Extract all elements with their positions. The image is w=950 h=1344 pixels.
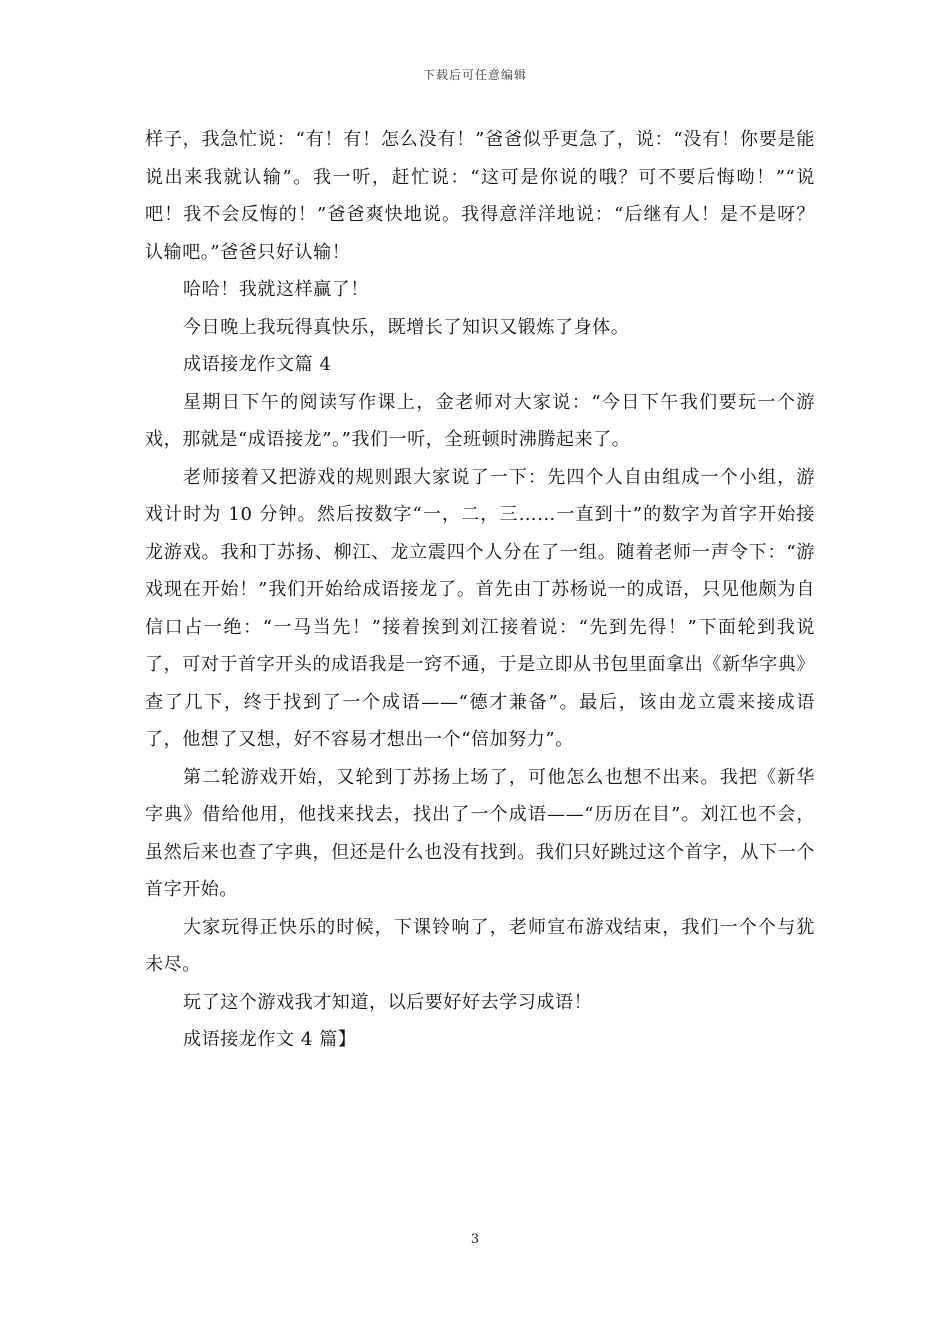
closing-line: 成语接龙作文 4 篇】	[183, 1029, 357, 1050]
paragraph: 第二轮游戏开始，又轮到丁苏扬上场了，可他怎么也想不出来。我把《新华字典》借给他用，他找来找去，找出了一个成语——“历历在目”。刘江也不会，虽然后来也查了字典，但还是什么也没有找到。我们只好跳过这个首字，从下一个首字开始。	[145, 766, 815, 900]
paragraph-continuation: 样子，我急忙说：“有！有！怎么没有！”爸爸似乎更急了，说：“没有！你要是能说出来我就认输”。我一听，赶忙说：“这可是你说的哦？可不要后悔呦！”“说吧！我不会反悔的！”爸爸爽快地说。我得意洋洋地说：“后继有人！是不是呀？认输吧。”爸爸只好认输！	[145, 129, 815, 263]
paragraph: 哈哈！我就这样赢了！	[183, 279, 369, 300]
document-body	[145, 121, 815, 1059]
paragraph: 大家玩得正快乐的时候，下课铃响了，老师宣布游戏结束，我们一个个与犹未尽。	[145, 916, 815, 975]
paragraph: 今日晚上我玩得真快乐，既增长了知识又锻炼了身体。	[183, 316, 630, 338]
paragraph: 老师接着又把游戏的规则跟大家说了一下：先四个人自由组成一个小组，游戏计时为 10 分钟。然后按数字“一，二，三……一直到十”的数字为首字开始接龙游戏。我和丁苏扬、柳江、龙立震四个人分在了一组。随着老师一声令下：“游戏现在开始！”我们开始给成语接龙了。首先由丁苏杨说一的成语，只见他颇为自信口占一绝：“一马当先！”接着挨到刘江接着说：“先到先得！”下面轮到我说了，可对于首字开头的成语我是一窍不通，于是立即从书包里面拿出《新华字典》查了几下，终于找到了一个成语——“德才兼备”。最后，该由龙立震来接成语了，他想了又想，好不容易才想出一个“倍加努力”。	[145, 466, 815, 750]
page-header: 下载后可任意编辑	[422, 68, 527, 82]
paragraph: 星期日下午的阅读写作课上，金老师对大家说：“今日下午我们要玩一个游戏，那就是“成语接龙”。”我们一听，全班顿时沸腾起来了。	[145, 391, 815, 450]
page-number: 3	[470, 1232, 480, 1247]
section-heading: 成语接龙作文篇 4	[183, 354, 332, 375]
paragraph: 玩了这个游戏我才知道，以后要好好去学习成语！	[183, 991, 593, 1013]
